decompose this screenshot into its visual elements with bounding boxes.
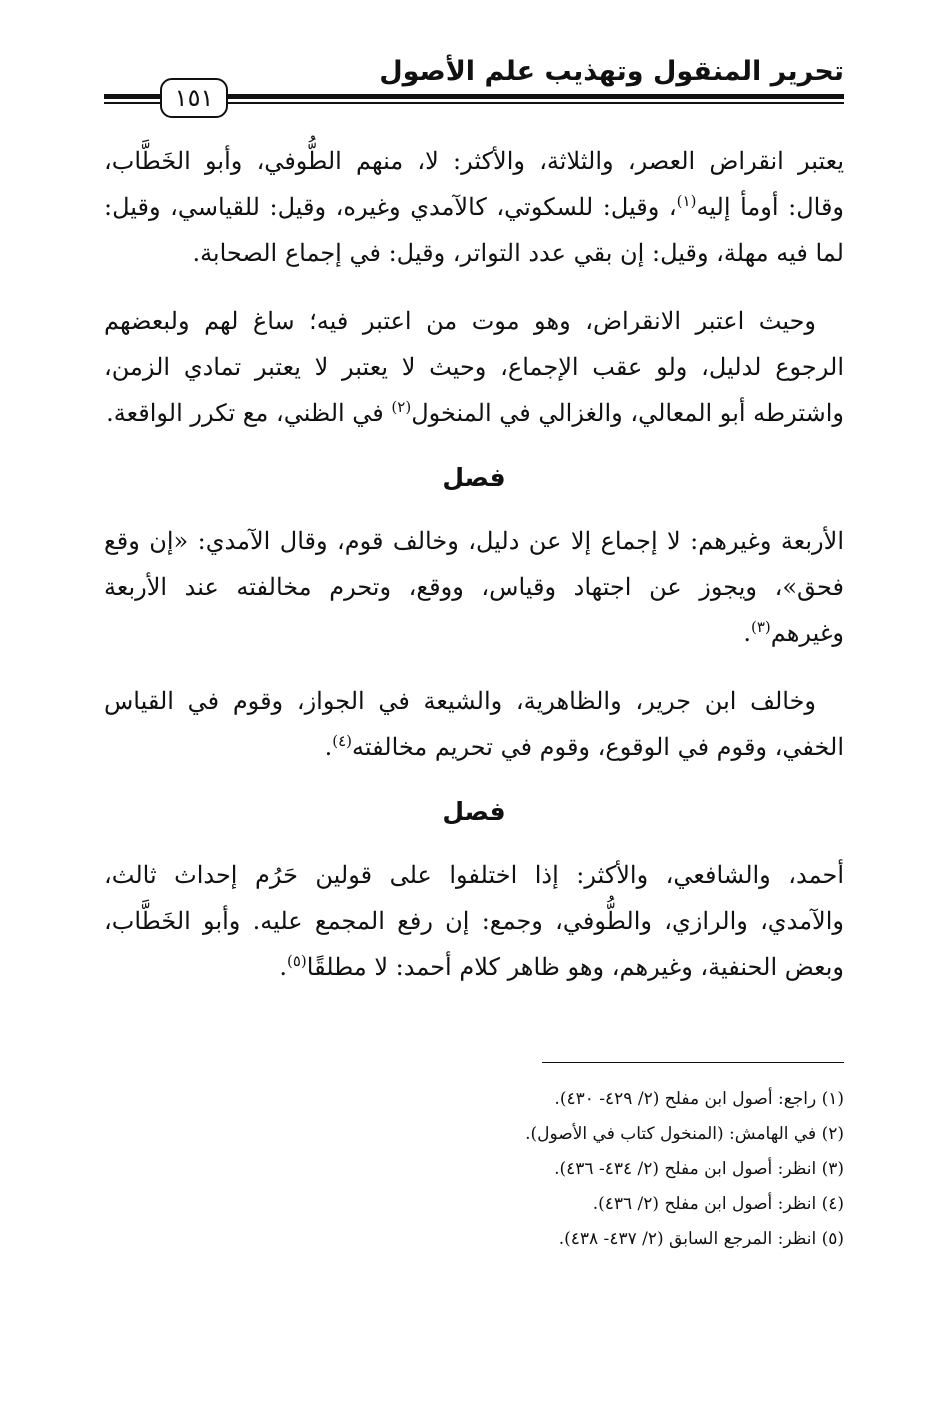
footnote-ref-5: (٥) xyxy=(286,952,307,970)
paragraph-1-text: يعتبر انقراض العصر، والثلاثة، والأكثر: لا، منهم الطُّوفي، وأبو الخَطَّاب، وقال: أومأ إليه xyxy=(104,147,845,221)
paragraph-1 xyxy=(104,138,844,276)
footnote-ref-1: (١) xyxy=(676,192,697,210)
section-heading-1: فصل xyxy=(442,463,506,492)
paragraph-2-text: وحيث اعتبر الانقراض، وهو موت من اعتبر فيه؛ ساغ لهم ولبعضهم الرجوع لدليل، ولو عقب الإجماع، وحيث لا يعتبر لا يعتبر تمادي الزمن، واشترطه أبو المعالي، والغزالي في المنخول xyxy=(104,307,844,427)
footnote-2: (٢) في الهامش: (المنخول كتاب في الأصول). xyxy=(525,1124,844,1144)
page-number: ١٥١ xyxy=(160,78,228,118)
paragraph-2 xyxy=(104,298,844,436)
footnote-1: (١) راجع: أصول ابن مفلح (٢/ ٤٢٩- ٤٣٠). xyxy=(554,1089,844,1109)
running-header-title: تحرير المنقول وتهذيب علم الأصول xyxy=(379,56,844,87)
main-text xyxy=(104,138,844,1012)
paragraph-4-text: وخالف ابن جرير، والظاهرية، والشيعة في الجواز، وقوم في القياس الخفي، وقوم في الوقوع، وقوم في تحريم مخالفته xyxy=(104,687,844,761)
footnote-3: (٣) انظر: أصول ابن مفلح (٢/ ٤٣٤- ٤٣٦). xyxy=(554,1159,844,1179)
paragraph-3-rest: . xyxy=(743,619,751,647)
footnotes xyxy=(104,1082,844,1257)
section-heading-2: فصل xyxy=(442,797,506,826)
footnote-ref-4: (٤) xyxy=(332,732,353,750)
paragraph-2-rest: في الظني، مع تكرر الواقعة. xyxy=(106,399,392,427)
paragraph-4-rest: . xyxy=(324,733,333,761)
footnote-ref-3: (٣) xyxy=(750,618,771,636)
paragraph-5 xyxy=(104,852,844,990)
paragraph-4 xyxy=(104,678,844,770)
footnote-4: (٤) انظر: أصول ابن مفلح (٢/ ٤٣٦). xyxy=(592,1194,844,1214)
paragraph-1-rest: ، وقيل: للسكوتي، كالآمدي وغيره، وقيل: للقياسي، وقيل: لما فيه مهلة، وقيل: إن بقي عدد التواتر، وقيل: في إجماع الصحابة. xyxy=(104,193,844,267)
paragraph-5-rest: . xyxy=(279,953,287,981)
footnote-5: (٥) انظر: المرجع السابق (٢/ ٤٣٧- ٤٣٨). xyxy=(558,1229,844,1249)
paragraph-3-text: الأربعة وغيرهم: لا إجماع إلا عن دليل، وخالف قوم، وقال الآمدي: «إن وقع فحق»، ويجوز عن اجتهاد وقياس، ووقع، وتحرم مخالفته عند الأربعة وغيرهم xyxy=(104,527,844,647)
footnote-ref-2: (٢) xyxy=(391,398,412,416)
footnote-separator xyxy=(542,1062,844,1063)
paragraph-3 xyxy=(104,518,844,656)
paragraph-5-text: أحمد، والشافعي، والأكثر: إذا اختلفوا على قولين حَرُم إحداث ثالث، والآمدي، والرازي، والطُّوفي، وجمع: إن رفع المجمع عليه. وأبو الخَطَّاب، وبعض الحنفية، وغيرهم، وهو ظاهر كلام أحمد: لا مطلقًا xyxy=(104,861,844,981)
